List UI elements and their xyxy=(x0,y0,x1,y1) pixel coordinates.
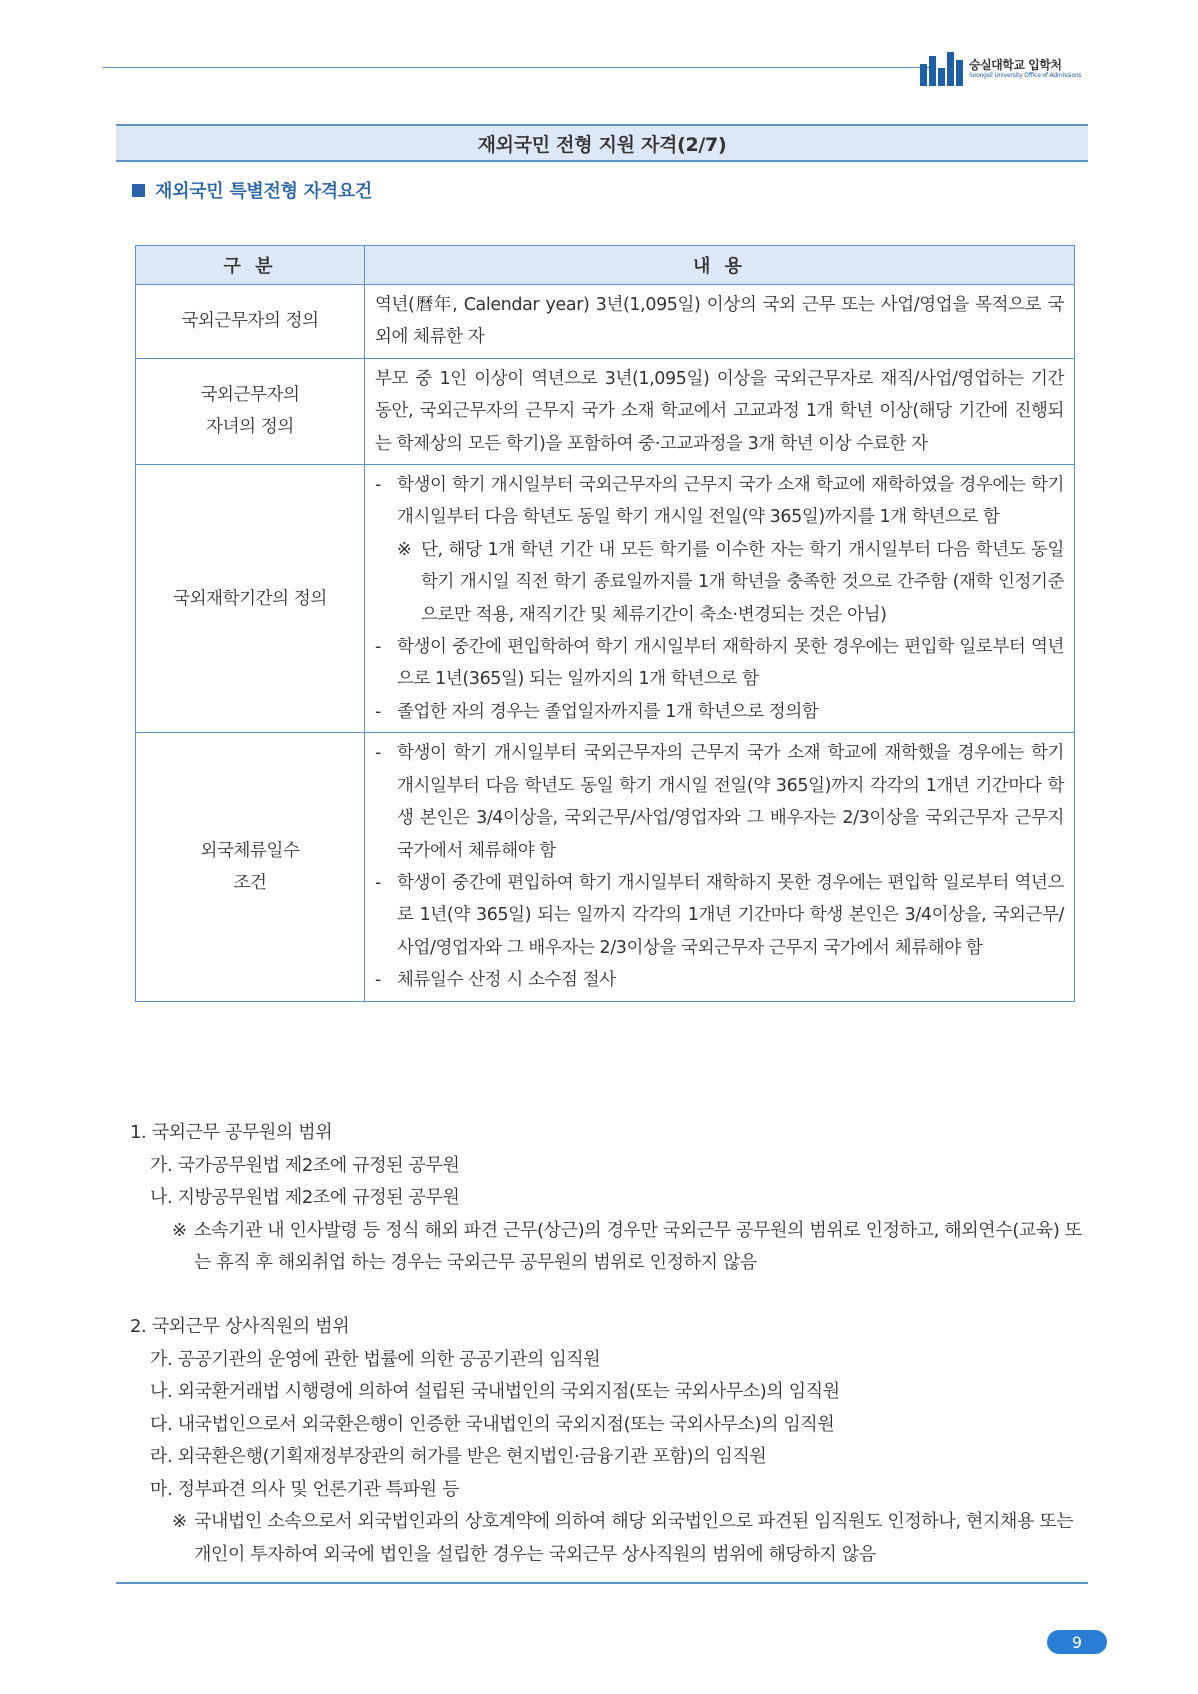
item-text: 학생이 학기 개시일부터 국외근무자의 근무지 국가 소재 학교에 재학했을 경우에는 학기 개시일부터 다음 학년도 동일 학기 개시일 전일(약 365일)까지 각각의 1개년 기간마다 학생 본인은 3/4이상을, 국외근무/사업/영업자와 그 배우자는 2/3이상을 국외근무자 근무지 국가에서 체류해야 함 xyxy=(397,743,1064,861)
note-text: 소속기관 내 인사발령 등 정식 해외 파견 근무(상근)의 경우만 국외근무 공무원의 범위로 인정하고, 해외연수(교육) 또는 휴직 후 해외취업 하는 경우는 국외근무 공무원의 범위로 인정하지 않음 xyxy=(194,1219,1082,1273)
list-item: 가. 국가공무원법 제2조에 규정된 공무원 xyxy=(150,1154,460,1176)
table-row xyxy=(136,285,1075,359)
dash-bullet: - xyxy=(375,475,381,496)
note-mark-icon: ※ xyxy=(172,1219,187,1241)
list-item xyxy=(375,469,1064,534)
header-rule xyxy=(103,67,933,68)
table-row xyxy=(136,465,1075,733)
list-item: 다. 내국법인으로서 외국환은행이 인증한 국내법인의 국외지점(또는 국외사무소)의 임직원 xyxy=(150,1413,835,1435)
list-heading: 2. 국외근무 상사직원의 범위 xyxy=(130,1316,350,1337)
square-bullet-icon xyxy=(132,184,145,197)
item-text: 졸업한 자의 경우는 졸업일자까지를 1개 학년으로 정의함 xyxy=(397,701,819,722)
section-heading-text: 재외국민 특별전형 자격요건 xyxy=(155,181,372,202)
item-text: 체류일수 산정 시 소수점 절사 xyxy=(397,970,616,991)
footer-rule xyxy=(116,1582,1088,1584)
list-heading: 1. 국외근무 공무원의 범위 xyxy=(130,1122,333,1143)
note-text: 단, 해당 1개 학년 기간 내 모든 학기를 이수한 자는 학기 개시일부터 다음 학년도 동일 학기 개시일 직전 학기 종료일까지를 1개 학년을 충족한 것으로 간주함 (재학 인정기준으로만 적용, 재직기간 및 체류기간이 축소·변경되는 것은 아님) xyxy=(421,539,1064,625)
table-header-row xyxy=(136,246,1075,285)
section-heading xyxy=(132,177,372,203)
list-item: 라. 외국환은행(기획재정부장관의 허가를 받은 현지법인·금융기관 포함)의 임직원 xyxy=(150,1446,767,1467)
logo-mark-icon xyxy=(920,52,963,86)
row-category xyxy=(136,358,365,464)
row-category xyxy=(136,733,365,1001)
dash-bullet: - xyxy=(375,743,381,764)
item-text: 학생이 학기 개시일부터 국외근무자의 근무지 국가 소재 학교에 재학하였을 경우에는 학기 개시일부터 다음 학년도 동일 학기 개시일 전일(약 365일)까지를 1개 학년으로 함 xyxy=(397,475,1064,528)
list-item xyxy=(375,631,1064,696)
header-content: 내 용 xyxy=(365,246,1075,285)
list-item: 나. 외국환거래법 시행령에 의하여 설립된 국내법인의 국외지점(또는 국외사무소)의 임직원 xyxy=(150,1381,840,1402)
list-item xyxy=(375,737,1064,867)
note-mark-icon: ※ xyxy=(397,539,412,560)
list-item: 마. 정부파견 의사 및 언론기관 특파원 등 xyxy=(150,1478,460,1500)
page-number: 9 xyxy=(1047,1630,1107,1654)
row-category: 국외재학기간의 정의 xyxy=(136,465,365,733)
list-item xyxy=(375,696,1064,728)
row-content: 부모 중 1인 이상이 역년으로 3년(1,095일) 이상을 국외근무자로 재직/사업/영업하는 기간 동안, 국외근무자의 근무지 국가 소재 학교에서 고교과정 1개 학년 이상(해당 기간에 진행되는 학제상의 모든 학기)을 포함하여 중·고교과정을 3개 학년 이상 수료한 자 xyxy=(365,358,1075,464)
note-text: 국내법인 소속으로서 외국법인과의 상호계약에 의하여 해당 외국법인으로 파견된 임직원도 인정하나, 현지채용 또는 개인이 투자하여 외국에 법인을 설립한 경우는 국외근무 상사직원의 범위에 해당하지 않음 xyxy=(194,1511,1074,1565)
note-item xyxy=(130,1215,1090,1280)
university-logo xyxy=(920,52,1081,86)
logo-text-en: Soongsil University Office of Admissions xyxy=(969,72,1082,79)
list-item xyxy=(375,964,1064,996)
dash-bullet: - xyxy=(375,970,381,991)
table-row xyxy=(136,358,1075,464)
row-content: 역년(曆年, Calendar year) 3년(1,095일) 이상의 국외 근무 또는 사업/영업을 목적으로 국외에 체류한 자 xyxy=(365,285,1075,359)
list-item: 가. 공공기관의 운영에 관한 법률에 의한 공공기관의 임직원 xyxy=(150,1348,601,1370)
civil-servant-scope-list xyxy=(130,1117,1090,1280)
row-content xyxy=(365,733,1075,1001)
row-content xyxy=(365,465,1075,733)
list-item: 나. 지방공무원법 제2조에 규정된 공무원 xyxy=(150,1187,460,1208)
dash-bullet: - xyxy=(375,637,381,658)
list-item xyxy=(375,867,1064,964)
item-text: 학생이 중간에 편입학하여 학기 개시일부터 재학하지 못한 경우에는 편입학 일로부터 역년으로 1년(365일) 되는 일까지의 1개 학년으로 함 xyxy=(397,637,1064,690)
logo-text-ko: 숭실대학교 입학처 xyxy=(969,58,1062,72)
row-category-text: 외국체류일수 조건 xyxy=(200,840,300,893)
company-employee-scope-list xyxy=(130,1311,1090,1571)
dash-bullet: - xyxy=(375,701,381,722)
note-item xyxy=(130,1506,1090,1571)
requirements-table xyxy=(135,245,1075,1002)
table-row xyxy=(136,733,1075,1001)
page-title: 재외국민 전형 지원 자격(2/7) xyxy=(116,124,1088,162)
row-category-text: 국외근무자의 자녀의 정의 xyxy=(200,385,300,438)
note-mark-icon: ※ xyxy=(172,1511,187,1532)
header-category: 구 분 xyxy=(136,246,365,285)
row-category: 국외근무자의 정의 xyxy=(136,285,365,359)
note-item xyxy=(375,534,1064,631)
dash-bullet: - xyxy=(375,872,381,893)
item-text: 학생이 중간에 편입하여 학기 개시일부터 재학하지 못한 경우에는 편입학 일로부터 역년으로 1년(약 365일) 되는 일까지 각각의 1개년 기간마다 학생 본인은 3/4이상을, 국외근무/사업/영업자와 그 배우자는 2/3이상을 국외근무자 근무지 국가에서 체류해야 함 xyxy=(397,872,1064,958)
